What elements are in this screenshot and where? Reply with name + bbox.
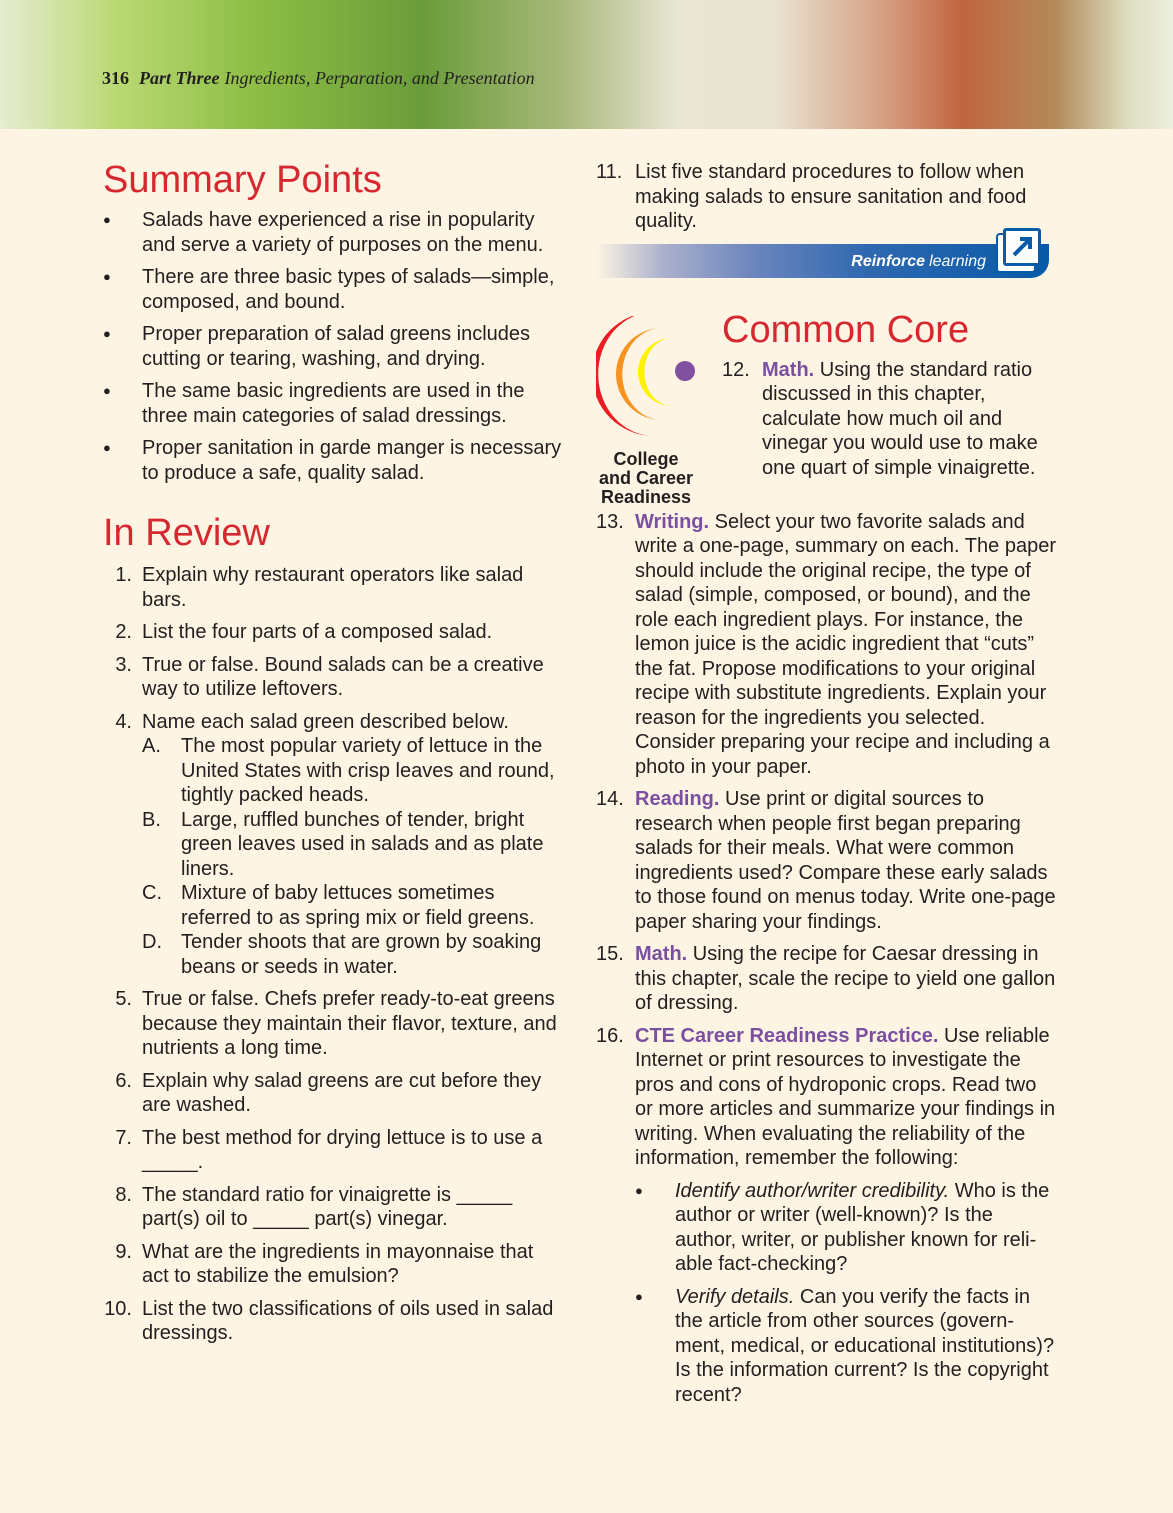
item-text: Using the recipe for Caesar dressing in this chapter, scale the recipe to yield one gallon of dressing. <box>635 943 1056 1014</box>
review-item <box>103 1240 563 1289</box>
summary-item: ● Salads have experienced a rise in popularity and serve a variety of purposes on the menu. <box>103 208 563 257</box>
common-core-item <box>596 787 1056 934</box>
item-text: List five standard procedures to follow when making salads to ensure sanitation and food quality. <box>635 161 1027 232</box>
item-text: True or false. Bound salads can be a creative way to utilize leftovers. <box>142 653 544 700</box>
item-number: 3. <box>115 653 132 676</box>
common-core-list <box>596 510 1056 1408</box>
common-core-item <box>596 510 1056 780</box>
item-label: Reading. <box>635 788 720 810</box>
banner-label <box>851 250 986 275</box>
item-number: 14. <box>596 788 624 810</box>
item-text: Name each salad green described below. <box>142 710 509 733</box>
summary-item: ● There are three basic types of salads—simple, composed, and bound. <box>103 265 563 314</box>
sub-item <box>142 734 563 808</box>
item-number: 13. <box>596 510 624 533</box>
item-number: 7. <box>115 1126 132 1149</box>
sub-item <box>142 808 563 882</box>
review-list-continued <box>596 160 1056 234</box>
item-text: Use print or digital sources to research when people first began preparing salads for their meals. What were common ingredients used? Compare these early salads to those found on menus today. Write one-page paper sharing your findings. <box>635 788 1056 933</box>
common-core-heading: Common Core <box>722 308 970 351</box>
summary-item: ● Proper sanitation in garde manger is necessary to produce a safe, quality salad. <box>103 436 563 485</box>
review-item <box>103 1126 563 1175</box>
common-core-item <box>596 1024 1056 1408</box>
evaluation-bullet <box>635 1179 1056 1277</box>
item-number: 4. <box>115 710 132 733</box>
part-label: Part Three <box>139 68 220 88</box>
item-text: The standard ratio for vinaigrette is _____ part(s) oil to _____ part(s) vinegar. <box>142 1183 513 1230</box>
item-number: 10. <box>104 1297 132 1320</box>
sub-letter: B. <box>142 808 161 831</box>
sub-item <box>142 881 563 930</box>
item-text: List the two classifications of oils used in salad dressings. <box>142 1297 554 1344</box>
common-core-item <box>722 358 1057 481</box>
review-item <box>103 653 563 702</box>
page-header <box>0 0 1173 129</box>
sub-letter: D. <box>142 931 162 953</box>
review-list <box>103 563 563 1346</box>
logo-line: College <box>613 449 679 469</box>
item-label: Math. <box>762 358 815 381</box>
item-label: Math. <box>635 943 688 965</box>
bullet-emphasis: Verify details. <box>675 1285 795 1308</box>
item-number: 11. <box>596 161 623 183</box>
item-number: 15. <box>596 943 624 965</box>
bullet-text: Who is the author or writer (well-known)? Is the author, writer, or publisher known for reliable fact-checking? <box>675 1179 1050 1275</box>
review-item <box>596 160 1056 234</box>
summary-heading: Summary Points <box>103 159 382 201</box>
logo-line: and Career <box>598 468 694 488</box>
left-column <box>103 158 563 1354</box>
item-text: True or false. Chefs prefer ready-to-eat greens because they maintain their flavor, texture, and nutrients a long time. <box>142 988 557 1059</box>
sub-text: Tender shoots that are grown by soaking beans or seeds in water. <box>181 931 542 978</box>
item-text: Use reliable Internet or print resources to investigate the pros and cons of hydroponic crops. Read two or more articles and summarize your findings in writing. When evaluating the reliability of the information, remember the following: <box>635 1024 1056 1169</box>
summary-item: ● Proper preparation of salad greens includes cutting or tearing, washing, and drying. <box>103 322 563 371</box>
reinforce-learning-banner[interactable] <box>596 244 1049 278</box>
item-text: The best method for drying lettuce is to use a _____. <box>142 1126 543 1173</box>
bullet-emphasis: Identify author/writer credibility. <box>675 1179 950 1202</box>
review-item <box>103 710 563 980</box>
college-career-readiness-logo <box>596 316 696 508</box>
sub-text: The most popular variety of lettuce in the United States with crisp leaves and round, tightly packed heads. <box>181 735 555 806</box>
page-number: 316 <box>102 68 129 88</box>
sub-letter: C. <box>142 882 162 904</box>
sub-text: Mixture of baby lettuces sometimes referred to as spring mix or field greens. <box>181 882 535 929</box>
item-number: 8. <box>115 1183 132 1206</box>
item-text: Explain why salad greens are cut before they are washed. <box>142 1069 542 1116</box>
item-number: 1. <box>115 564 132 586</box>
item-label: CTE Career Readiness Practice. <box>635 1024 939 1047</box>
review-item <box>103 620 563 645</box>
common-core-item <box>596 942 1056 1016</box>
summary-list <box>103 208 563 485</box>
banner-bold: Reinforce <box>851 252 926 270</box>
bullet-text: Can you verify the facts in the article from other sources (government, medical, or educational institutions)? Is the information current? Is the copyright recent? <box>675 1285 1055 1406</box>
item-text: Explain why restaurant operators like salad bars. <box>142 564 524 611</box>
item-number: 16. <box>596 1024 624 1047</box>
item-text: List the four parts of a composed salad. <box>142 621 493 643</box>
item-label: Writing. <box>635 510 710 533</box>
item-text: What are the ingredients in mayonnaise that act to stabilize the emulsion? <box>142 1240 534 1287</box>
evaluation-bullet <box>635 1285 1056 1408</box>
logo-line: Readiness <box>600 487 692 507</box>
summary-item: ● The same basic ingredients are used in the three main categories of salad dressings. <box>103 379 563 428</box>
review-item <box>103 1183 563 1232</box>
review-item <box>103 1069 563 1118</box>
item-text: Using the standard ratio discussed in this chapter, calculate how much oil and vinegar you would use to make one quart of simple vinaigrette. <box>762 358 1038 479</box>
running-head <box>102 68 535 89</box>
common-core-section <box>596 308 1056 507</box>
item-number: 9. <box>115 1240 132 1263</box>
banner-rest: learning <box>929 252 986 270</box>
right-column <box>596 160 1056 1415</box>
item-text: Select your two favorite salads and write a one-page, summary on each. The paper should include the original recipe, the type of salad (simple, composed, or bound), and the role each ingredient plays. For instance, the lemon juice is the acidic ingredient that “cuts” the fat. Propose modifications to your original recipe with substitute ingredients. Explain your reason for the ingredients you selected. Consider preparing your recipe and including a photo in your paper. <box>635 510 1056 778</box>
external-link-icon[interactable] <box>1003 228 1041 266</box>
item-number: 2. <box>115 621 132 643</box>
item-number: 6. <box>115 1069 132 1092</box>
sub-item <box>142 930 563 979</box>
sub-list <box>142 734 563 979</box>
sub-text: Large, ruffled bunches of tender, bright green leaves used in salads and as plate liners. <box>181 808 544 880</box>
part-title: Ingredients, Perparation, and Presentation <box>224 68 535 88</box>
review-heading: In Review <box>103 512 270 554</box>
ccr-arcs-icon <box>596 316 696 436</box>
item-number: 5. <box>115 988 132 1010</box>
logo-text <box>596 450 696 507</box>
review-item <box>103 987 563 1061</box>
review-item <box>103 563 563 612</box>
item-number: 12. <box>722 358 750 381</box>
review-item <box>103 1297 563 1346</box>
sub-letter: A. <box>142 735 161 757</box>
evaluation-bullets <box>635 1179 1056 1408</box>
